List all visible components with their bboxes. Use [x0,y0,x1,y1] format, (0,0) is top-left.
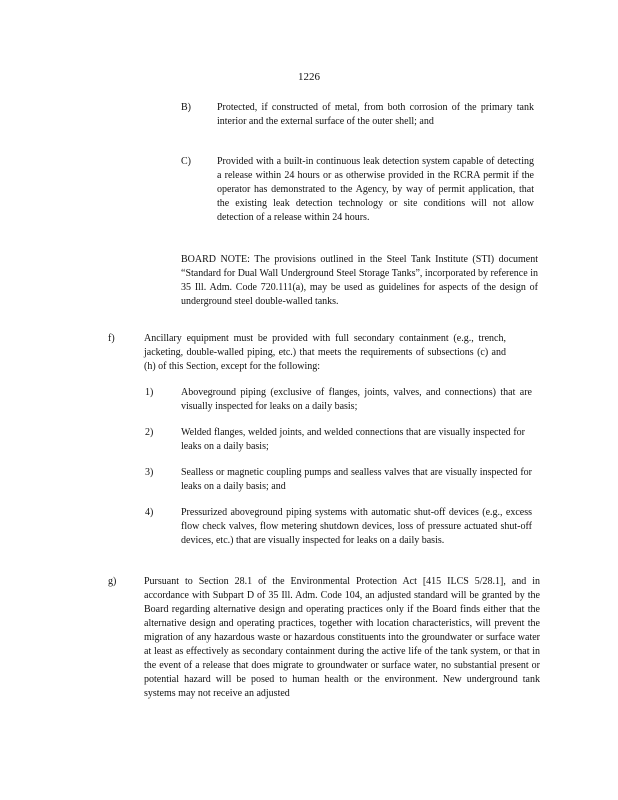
item-B [181,101,534,129]
item-f4 [145,506,532,548]
item-f1 [145,386,532,414]
item-f4-text: Pressurized aboveground piping systems with automatic shut-off devices (e.g., excess flow check valves, flow metering shutdown devices, loss of pressure actuated shut-off devices, etc.) that are visually inspected for leaks on a daily basis. [181,507,532,546]
item-f2-label: 2) [145,427,154,438]
item-f1-label: 1) [145,387,154,398]
board-note: BOARD NOTE: The provisions outlined in the Steel Tank Institute (STI) document “Standard for Dual Wall Underground Steel Storage Tanks”, incorporated by reference in 35 Ill. Adm. Code 720.111(a), may be used as guidelines for aspects of the design of underground steel double-walled tanks. [181,254,538,307]
page-number: 1226 [298,71,320,83]
item-f2-text: Welded flanges, welded joints, and welded connections that are visually inspected for leaks on a daily basis; [181,427,525,452]
item-f4-label: 4) [145,507,154,518]
item-B-text: Protected, if constructed of metal, from both corrosion of the primary tank interior and the external surface of the outer shell; and [217,102,534,127]
item-f3-text: Sealless or magnetic coupling pumps and sealless valves that are visually inspected for leaks on a daily basis; and [181,467,532,492]
item-f-label: f) [108,333,115,344]
item-f [108,332,506,374]
item-g-label: g) [108,576,117,587]
item-C-label: C) [181,156,191,167]
item-B-label: B) [181,102,191,113]
item-g-text: Pursuant to Section 28.1 of the Environmental Protection Act [415 ILCS 5/28.1], and in accordance with Subpart D of 35 Ill. Adm. Code 104, an adjusted standard will be granted by the Board regarding alternative design and operating practices only if the Board finds either that the alternative design and operating practices, together with location characteristics, will prevent the migration of any hazardous waste or hazardous constituents into the groundwater or surface water at least as effectively as secondary containment during the active life of the tank system, or that in the event of a release that does migrate to groundwater or surface water, no substantial present or potential hazard will be posed to human health or the environment. New underground tank systems may not receive an adjusted [144,576,540,699]
item-g [108,575,540,701]
item-C [181,155,534,225]
item-C-text: Provided with a built-in continuous leak detection system capable of detecting a release within 24 hours or as otherwise provided in the RCRA permit if the operator has demonstrated to the Agency, by way of permit application, that the existing leak detection technology or site conditions will not allow detection of a release within 24 hours. [217,156,534,223]
item-f3-label: 3) [145,467,154,478]
item-f3 [145,466,532,494]
item-f2 [145,426,525,454]
item-f1-text: Aboveground piping (exclusive of flanges, joints, valves, and connections) that are visually inspected for leaks on a daily basis; [181,387,532,412]
item-f-text: Ancillary equipment must be provided with full secondary containment (e.g., trench, jacketing, double-walled piping, etc.) that meets the requirements of subsections (c) and (h) of this Section, except for the following: [144,333,506,372]
